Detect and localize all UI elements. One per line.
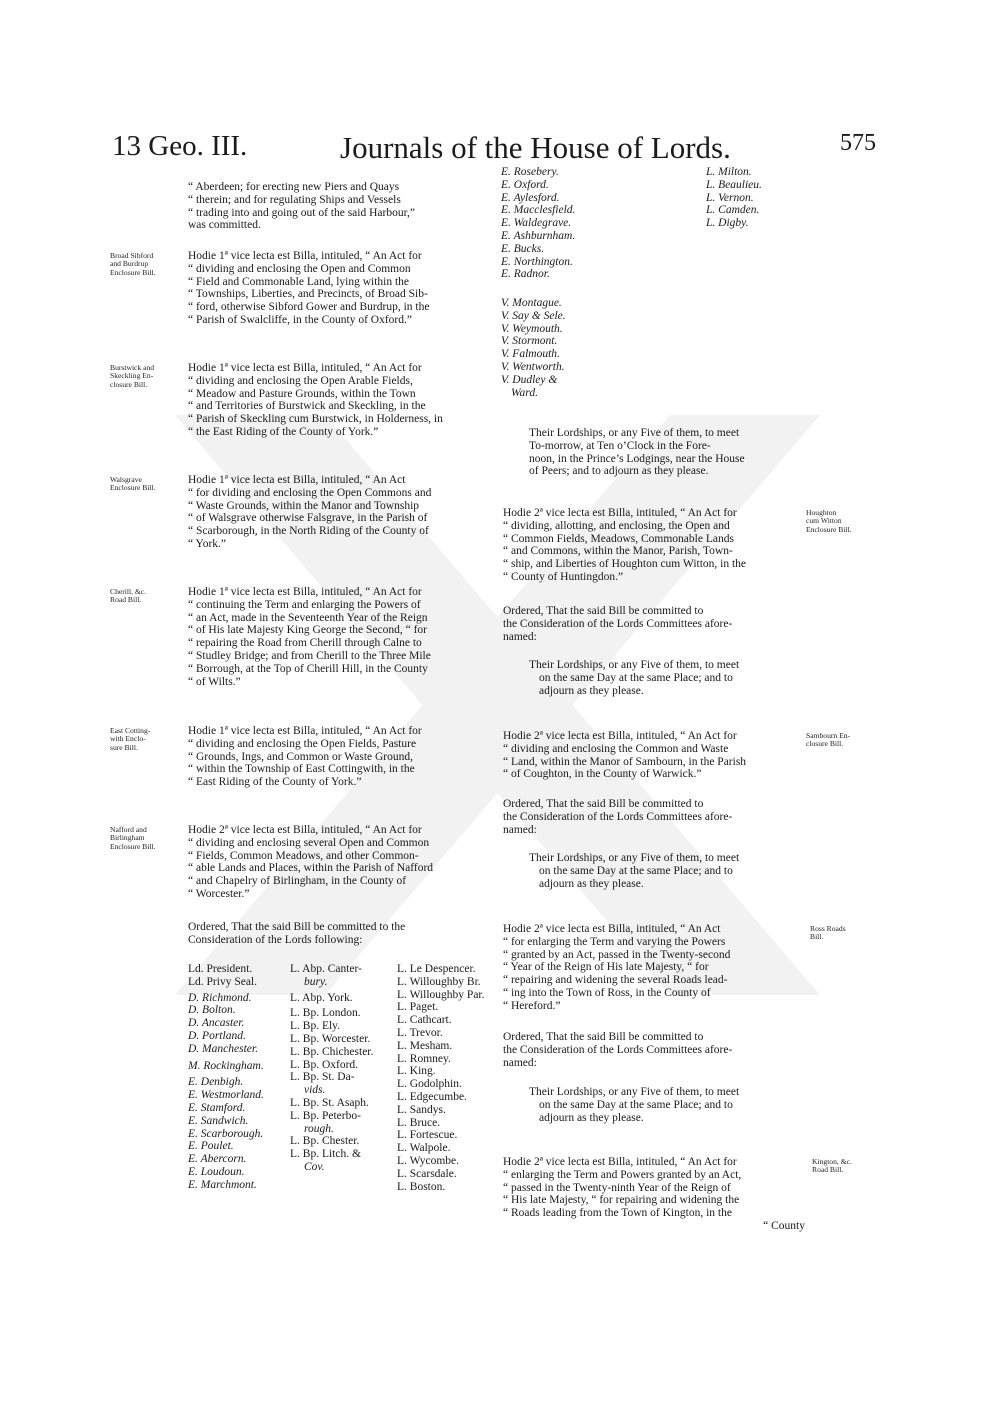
- bill-kington: Hodie 2ª vice lecta est Billa, intituled, “ An Act for “ enlarging the Term and Powers granted by an Act, “ passed in the Twenty-ninth Year of the Reign of “ His late Majesty, “ for repairing and widening the “ Roads leading from the Town of Kington, in the “ County: [503, 1156, 805, 1232]
- intro-paragraph: “ Aberdeen; for erecting new Piers and Quays “ therein; and for regulating Ships and Vessels “ trading into and going out of the said Harbour,” was committed.: [188, 181, 415, 232]
- margin-note-kington: Kington, &c. Road Bill.: [812, 1157, 852, 1175]
- ordered-committed-lords: Ordered, That the said Bill be committed to the Consideration of the Lords following:: [188, 921, 406, 946]
- bill-east-cottingwith: Hodie 1ª vice lecta est Billa, intituled, “ An Act for “ dividing and enclosing the Open Fields, Pasture “ Grounds, Ings, and Common or Waste Ground, “ within the Township of East Cottingwith, in the “ East Riding of the County of York.”: [188, 725, 422, 789]
- journal-title: Journals of the House of Lords.: [340, 130, 731, 165]
- ordered-sambourn: Ordered, That the said Bill be committed to the Consideration of the Lords Committees afore- named:: [503, 798, 733, 836]
- margin-note-nafford: Nafford and Birlingham Enclosure Bill.: [110, 825, 156, 851]
- margin-note-burstwick: Burstwick and Skeckling En- closure Bill.: [110, 363, 155, 389]
- meeting-sambourn: Their Lordships, or any Five of them, to meet on the same Day at the same Place; and to adjourn as they please.: [529, 852, 740, 890]
- margin-note-cherill: Cherill, &c. Road Bill.: [110, 587, 147, 605]
- page-number: 575: [840, 130, 876, 156]
- bill-houghton: Hodie 2ª vice lecta est Billa, intituled, “ An Act for “ dividing, allotting, and enclosing, the Open and “ Common Fields, Meadows, Commonable Lands “ and Commons, within the Manor, Parish, Town- “ ship, and Liberties of Houghton cum Witton, in the “ County of Huntingdon.”: [503, 507, 747, 583]
- lords-list-col3: L. Le Despencer. L. Willoughby Br. L. Willoughby Par. L. Paget. L. Cathcart. L. Trevor. L. Mesham. L. Romney. L. King. L. Godolphin. L. Edgecumbe. L. Sandys. L. Bruce. L. Fortescue. L. Walpole. L. Wycombe. L. Scarsdale. L. Boston.: [397, 963, 485, 1193]
- margin-note-walsgrave: Walsgrave Enclosure Bill.: [110, 475, 156, 493]
- margin-note-ross: Ross Roads Bill.: [810, 924, 846, 942]
- ordered-ross: Ordered, That the said Bill be committed to the Consideration of the Lords Committees afore- named:: [503, 1031, 733, 1069]
- bill-burstwick: Hodie 1ª vice lecta est Billa, intituled, “ An Act for “ dividing and enclosing the Open Arable Fields, “ Meadow and Pasture Grounds, within the Town “ and Territories of Burstwick and Skeckling, in the “ Parish of Skeckling cum Burstwick, in Holderness, in “ the East Riding of the County of York.”: [188, 362, 443, 438]
- margin-note-east-cottingwith: East Cotting- with Enclo- sure Bill.: [110, 726, 151, 752]
- bill-sambourn: Hodie 2ª vice lecta est Billa, intituled, “ An Act for “ dividing and enclosing the Common and Waste “ Land, within the Manor of Sambourn, in the Parish “ of Coughton, in the County of Warwick.”: [503, 730, 747, 781]
- ordered-houghton: Ordered, That the said Bill be committed to the Consideration of the Lords Committees afore- named:: [503, 605, 733, 643]
- bill-walsgrave: Hodie 1ª vice lecta est Billa, intituled, “ An Act “ for dividing and enclosing the Open Commons and “ Waste Grounds, within the Manor and Township “ of Walsgrave otherwise Falsgrave, in the Parish of “ Scarborough, in the North Riding of the County of “ York.”: [188, 474, 432, 550]
- lords-list-viscounts: V. Montague. V. Say & Sele. V. Weymouth. V. Stormont. V. Falmouth. V. Wentworth. V. Dudley & Ward.: [501, 297, 566, 399]
- margin-note-houghton: Houghton cum Witton Enclosure Bill.: [806, 508, 852, 534]
- bill-cherill: Hodie 1ª vice lecta est Billa, intituled, “ An Act for “ continuing the Term and enlarging the Powers of “ an Act, made in the Seventeenth Year of the Reign “ of His late Majesty King George the Second, “ for “ repairing the Road from Cherill through Calne to “ Studley Bridge; and from Cherill to the Three Mile “ Borrough, at the Top of Cherill Hill, in the County “ of Wilts.”: [188, 586, 431, 688]
- regnal-year: 13 Geo. III.: [112, 130, 248, 162]
- lords-list-col1: Ld. President. Ld. Privy Seal. D. Richmond. D. Bolton. D. Ancaster. D. Portland. D. Manchester. M. Rockingham. E. Denbigh. E. Westmorland. E. Stamford. E. Sandwich. E. Scarborough. E. Poulet. E. Abercorn. E. Loudoun. E. Marchmont.: [188, 963, 264, 1191]
- lords-list-earls: E. Rosebery. E. Oxford. E. Aylesford. E. Macclesfield. E. Waldegrave. E. Ashburnham. E. Bucks. E. Northington. E. Radnor.: [501, 166, 576, 281]
- bill-nafford: Hodie 2ª vice lecta est Billa, intituled, “ An Act for “ dividing and enclosing several Open and Common “ Fields, Common Meadows, and other Common- “ able Lands and Places, within the Parish of Nafford “ and Chapelry of Birlingham, in the County of “ Worcester.”: [188, 824, 434, 900]
- lords-list-barons: L. Milton. L. Beaulieu. L. Vernon. L. Camden. L. Digby.: [706, 166, 762, 230]
- bill-broad-sibford: Hodie 1ª vice lecta est Billa, intituled, “ An Act for “ dividing and enclosing the Open and Common “ Field and Commonable Land, lying within the “ Townships, Liberties, and Precincts, of Broad Sib- “ ford, otherwise Sibford Gower and Burdrup, in the “ Parish of Swalcliffe, in the County of Oxford.”: [188, 250, 430, 326]
- bill-ross: Hodie 2ª vice lecta est Billa, intituled, “ An Act “ for enlarging the Term and varying the Powers “ granted by an Act, passed in the Twenty-second “ Year of the Reign of His late Majesty, “ for “ repairing and widening the several Roads lead- “ ing into the Town of Ross, in the County of “ Hereford.”: [503, 923, 731, 1012]
- meeting-houghton: Their Lordships, or any Five of them, to meet on the same Day at the same Place; and to adjourn as they please.: [529, 659, 740, 697]
- meeting-first: Their Lordships, or any Five of them, to meet To-morrow, at Ten o’Clock in the Fore- noon, in the Prince’s Lodgings, near the House of Peers; and to adjourn as they please.: [529, 427, 745, 478]
- lords-list-col2: L. Abp. Canter- bury. L. Abp. York. L. Bp. London. L. Bp. Ely. L. Bp. Worcester. L. Bp. Chichester. L. Bp. Oxford. L. Bp. St. Da- vids. L. Bp. St. Asaph. L. Bp. Peterbo- rough. L. Bp. Chester. L. Bp. Litch. & Cov.: [290, 963, 374, 1173]
- margin-note-sambourn: Sambourn En- closure Bill.: [806, 731, 851, 749]
- meeting-ross: Their Lordships, or any Five of them, to meet on the same Day at the same Place; and to adjourn as they please.: [529, 1086, 740, 1124]
- margin-note-broad-sibford: Broad Sibford and Burdrup Enclosure Bill.: [110, 251, 156, 277]
